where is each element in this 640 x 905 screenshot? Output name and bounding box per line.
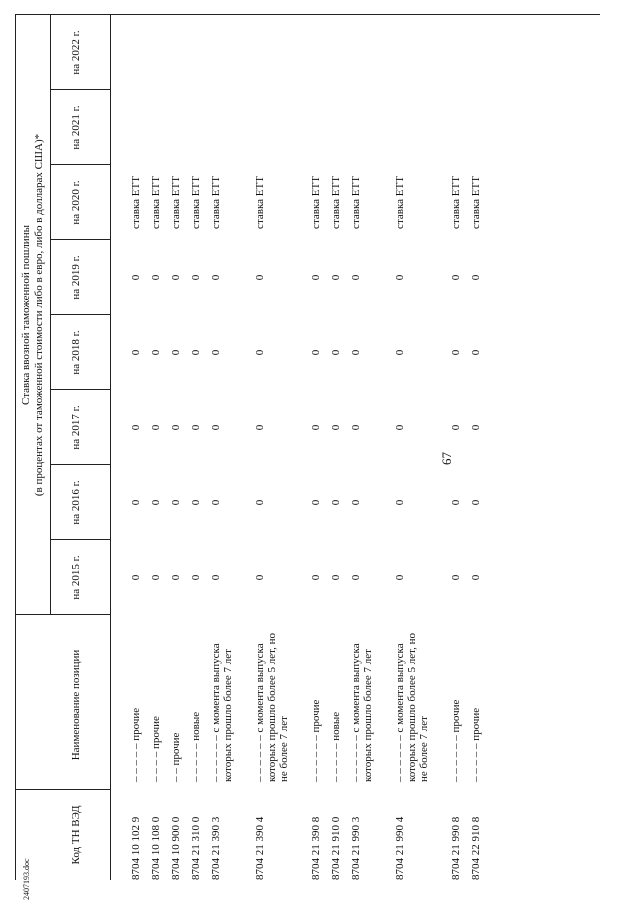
- rate-cell: 0: [330, 499, 342, 506]
- year-header: на 2022 г.: [70, 30, 82, 75]
- rate-cell: 0: [330, 349, 342, 356]
- rate-cell: ставка ЕТТ: [254, 176, 266, 229]
- row-name: – – – – – – с момента выпуска которых прошло более 5 лет, но не более 7 лет: [394, 633, 430, 782]
- rate-cell: 0: [210, 499, 222, 506]
- rate-cell: 0: [150, 349, 162, 356]
- rate-cell: 0: [130, 349, 142, 356]
- rate-cell: ставка ЕТТ: [350, 176, 362, 229]
- rate-cell: 0: [210, 424, 222, 431]
- rate-cell: 0: [470, 349, 482, 356]
- rate-cell: 0: [394, 274, 406, 281]
- rate-cell: ставка ЕТТ: [130, 176, 142, 229]
- rate-cell: 0: [450, 574, 462, 581]
- row-code: 8704 21 910 0: [330, 816, 342, 880]
- rate-cell: 0: [450, 424, 462, 431]
- rate-cell: 0: [394, 349, 406, 356]
- rate-cell: 0: [254, 424, 266, 431]
- rate-cell: ставка ЕТТ: [170, 176, 182, 229]
- rate-cell: 0: [450, 274, 462, 281]
- header-rate-title-2: (в процентах от таможенной стоимости либо в евро, либо в долларах США)*: [33, 133, 45, 497]
- year-header: на 2016 г.: [70, 480, 82, 525]
- rate-cell: ставка ЕТТ: [470, 176, 482, 229]
- rate-cell: ставка ЕТТ: [330, 176, 342, 229]
- rate-cell: 0: [190, 499, 202, 506]
- row-code: 8704 21 990 3: [350, 816, 362, 880]
- rate-cell: 0: [310, 274, 322, 281]
- year-header: на 2017 г.: [70, 405, 82, 450]
- rate-cell: 0: [450, 349, 462, 356]
- year-header: на 2015 г.: [70, 555, 82, 600]
- rate-cell: 0: [470, 574, 482, 581]
- row-name: – – – – – – прочие: [450, 699, 462, 782]
- rate-cell: 0: [150, 574, 162, 581]
- rate-cell: 0: [394, 574, 406, 581]
- rate-cell: 0: [330, 424, 342, 431]
- rate-cell: 0: [190, 274, 202, 281]
- row-name: – – – – – – с момента выпуска которых прошло более 7 лет: [350, 643, 374, 782]
- rate-cell: 0: [130, 574, 142, 581]
- rate-cell: 0: [310, 349, 322, 356]
- row-code: 8704 21 390 8: [310, 816, 322, 880]
- rate-cell: 0: [350, 574, 362, 581]
- rate-cell: 0: [470, 499, 482, 506]
- page-number: 67: [439, 452, 454, 465]
- row-name: – – – – – прочие: [470, 707, 482, 782]
- rate-cell: 0: [170, 574, 182, 581]
- row-code: 8704 21 990 4: [394, 816, 406, 880]
- row-code: 8704 21 990 8: [450, 816, 462, 880]
- rate-cell: 0: [394, 499, 406, 506]
- header-name: Наименование позиции: [70, 649, 82, 761]
- rate-cell: 0: [210, 274, 222, 281]
- rate-cell: ставка ЕТТ: [190, 176, 202, 229]
- rate-cell: 0: [350, 349, 362, 356]
- rate-cell: 0: [470, 274, 482, 281]
- rate-cell: 0: [254, 574, 266, 581]
- row-name: – – – – – новые: [330, 711, 342, 782]
- row-name: – – – – – – прочие: [310, 699, 322, 782]
- rate-cell: 0: [150, 499, 162, 506]
- rate-cell: 0: [254, 349, 266, 356]
- rate-cell: 0: [170, 349, 182, 356]
- rate-cell: 0: [310, 499, 322, 506]
- row-code: 8704 21 390 4: [254, 816, 266, 880]
- row-code: 8704 10 108 0: [150, 816, 162, 880]
- rate-cell: ставка ЕТТ: [210, 176, 222, 229]
- rate-cell: 0: [330, 574, 342, 581]
- rate-cell: 0: [150, 274, 162, 281]
- rate-cell: 0: [210, 349, 222, 356]
- rate-cell: 0: [350, 274, 362, 281]
- row-name: – – – – – прочие: [130, 707, 142, 782]
- row-name: – – – – – новые: [190, 711, 202, 782]
- rate-cell: 0: [210, 574, 222, 581]
- rate-cell: ставка ЕТТ: [450, 176, 462, 229]
- rate-cell: 0: [254, 499, 266, 506]
- rate-cell: 0: [130, 499, 142, 506]
- header-code: Код ТН ВЭД: [70, 805, 82, 865]
- row-code: 8704 10 102 9: [130, 816, 142, 880]
- rate-cell: 0: [170, 499, 182, 506]
- rate-cell: 0: [190, 574, 202, 581]
- rate-cell: 0: [130, 424, 142, 431]
- rate-cell: 0: [190, 349, 202, 356]
- rate-cell: 0: [310, 574, 322, 581]
- footer-file: 2407193.doc: [22, 858, 31, 900]
- rate-cell: 0: [394, 424, 406, 431]
- rate-cell: ставка ЕТТ: [310, 176, 322, 229]
- rate-cell: 0: [254, 274, 266, 281]
- header-rate-title-1: Ставка ввозной таможенной пошлины: [20, 225, 32, 405]
- rate-cell: 0: [350, 499, 362, 506]
- rate-cell: 0: [170, 274, 182, 281]
- rate-cell: 0: [130, 274, 142, 281]
- year-header: на 2020 г.: [70, 180, 82, 225]
- year-header: на 2018 г.: [70, 330, 82, 375]
- row-code: 8704 10 900 0: [170, 816, 182, 880]
- rate-cell: 0: [470, 424, 482, 431]
- rate-cell: ставка ЕТТ: [150, 176, 162, 229]
- row-name: – – – – – – с момента выпуска которых прошло более 5 лет, но не более 7 лет: [254, 633, 290, 782]
- row-name: – – – – – – с момента выпуска которых прошло более 7 лет: [210, 643, 234, 782]
- row-code: 8704 22 910 8: [470, 816, 482, 880]
- rate-cell: 0: [150, 424, 162, 431]
- rate-cell: 0: [450, 499, 462, 506]
- year-header: на 2019 г.: [70, 255, 82, 300]
- rate-cell: 0: [330, 274, 342, 281]
- row-code: 8704 21 310 0: [190, 816, 202, 880]
- rate-cell: ставка ЕТТ: [394, 176, 406, 229]
- year-header: на 2021 г.: [70, 105, 82, 150]
- row-code: 8704 21 390 3: [210, 816, 222, 880]
- rate-cell: 0: [190, 424, 202, 431]
- rate-cell: 0: [170, 424, 182, 431]
- row-name: – – прочие: [170, 732, 182, 782]
- rate-cell: 0: [350, 424, 362, 431]
- row-name: – – – – прочие: [150, 716, 162, 782]
- rate-cell: 0: [310, 424, 322, 431]
